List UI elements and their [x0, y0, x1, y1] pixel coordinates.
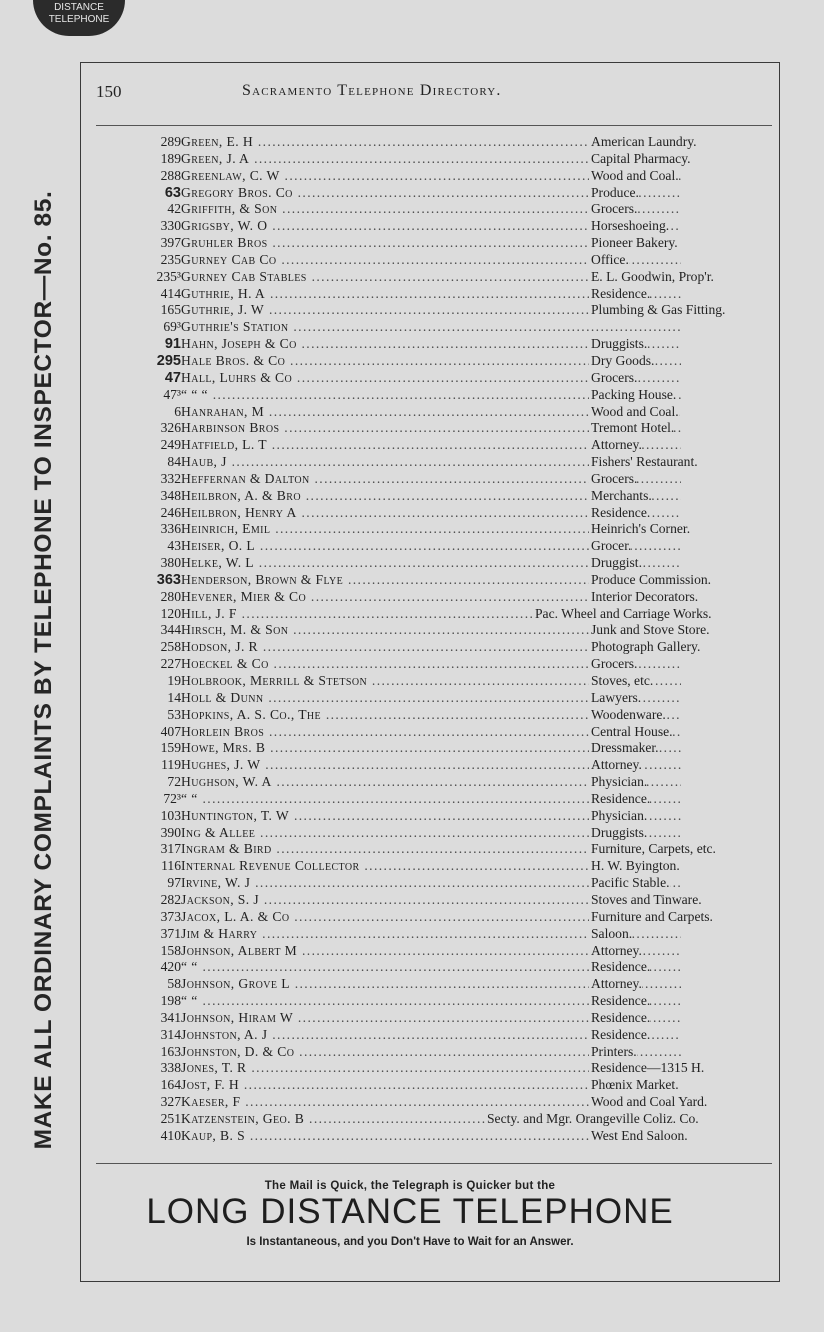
- directory-entry: [96, 420, 786, 437]
- directory-entry: [96, 724, 786, 741]
- entry-number: 91: [164, 336, 181, 353]
- entry-name: Gregory Bros. Co .....: [181, 185, 681, 202]
- directory-entry: [96, 673, 786, 690]
- entry-business: Residence.: [591, 993, 651, 1009]
- entry-number: 69³: [163, 319, 181, 335]
- entry-name: Hatfield, L. T .....: [181, 437, 681, 454]
- entry-business: Pacific Stable.: [591, 875, 670, 891]
- entry-name: Howe, Mrs. B .....: [181, 740, 681, 757]
- entry-business: Secty. and Mgr. Orangeville Coliz. Co.: [487, 1110, 699, 1126]
- entry-number: 72³: [163, 790, 181, 806]
- entry-business: Residence.: [591, 1009, 651, 1025]
- entry-name: Hill, J. F .....: [181, 606, 681, 623]
- entry-number: 120: [160, 605, 181, 621]
- entry-business: Lawyers.: [591, 689, 642, 705]
- entry-name: Gruhler Bros .....: [181, 235, 681, 252]
- entry-business: Stoves, etc.: [591, 673, 654, 688]
- entry-business: Residence.: [591, 959, 651, 975]
- entry-name: Guthrie's Station .....: [181, 319, 681, 336]
- directory-entry: [96, 656, 786, 673]
- header-rule: [96, 125, 772, 126]
- directory-entry: [96, 875, 786, 892]
- entry-business: Grocers.: [591, 656, 638, 672]
- directory-entry: [96, 926, 786, 943]
- entry-business: Phœnix Market.: [591, 1077, 679, 1093]
- entry-name: Johnson, Hiram W .....: [181, 1010, 681, 1027]
- entry-name: Internal Revenue Collector .....: [181, 858, 681, 875]
- entry-name: Heffernan & Dalton .....: [181, 471, 681, 488]
- entry-business: Pac. Wheel and Carriage Works.: [535, 605, 712, 621]
- entry-name: Helke, W. L .....: [181, 555, 681, 572]
- entry-number: 165: [160, 302, 181, 318]
- entry-number: 332: [160, 470, 181, 486]
- entry-name: Guthrie, J. W .....: [181, 302, 681, 319]
- entry-number: 330: [160, 218, 181, 234]
- entry-number: 63: [164, 184, 181, 201]
- footer-rule: [96, 1163, 772, 1164]
- entry-number: 282: [160, 891, 181, 907]
- directory-entry: [96, 201, 786, 218]
- directory-entry: [96, 1044, 786, 1061]
- directory-entry: [96, 639, 786, 656]
- entry-number: 159: [160, 740, 181, 756]
- entry-number: 84: [167, 454, 181, 470]
- entry-number: 158: [160, 942, 181, 958]
- entry-name: Hanrahan, M .....: [181, 404, 681, 421]
- entry-name: Harbinson Bros .....: [181, 420, 681, 437]
- directory-entry: [96, 740, 786, 757]
- entry-name: Hodson, J. R .....: [181, 639, 681, 656]
- directory-entry: [96, 353, 786, 370]
- entry-business: Dressmaker.: [591, 740, 659, 756]
- entry-number: 47³: [163, 386, 181, 402]
- directory-entry: [96, 302, 786, 319]
- entry-number: 235³: [156, 268, 181, 284]
- entry-name: Heilbron, Henry A .....: [181, 505, 681, 522]
- entry-number: 163: [160, 1043, 181, 1059]
- entry-business: Interior Decorators.: [591, 588, 699, 604]
- entry-business: Grocer.: [591, 538, 632, 554]
- directory-entry: [96, 185, 786, 202]
- entry-number: 289: [160, 134, 181, 149]
- entry-name: Ingram & Bird .....: [181, 841, 681, 858]
- entry-business: Grocers.: [591, 201, 638, 217]
- entry-number: 373: [160, 908, 181, 924]
- entry-name: Gurney Cab Stables .....: [181, 269, 681, 286]
- entry-number: 327: [160, 1094, 181, 1110]
- entry-name: Ing & Allee .....: [181, 825, 681, 842]
- entry-number: 258: [160, 639, 181, 655]
- entry-business: Attorney.: [591, 942, 642, 958]
- directory-entry: [96, 589, 786, 606]
- entry-business: Residence.: [591, 504, 651, 520]
- entry-business: Residence.: [591, 790, 651, 806]
- entry-number: 414: [160, 285, 181, 301]
- entry-name: Grigsby, W. O .....: [181, 218, 681, 235]
- directory-entry: [96, 286, 786, 303]
- entry-name: Kaeser, F .....: [181, 1094, 681, 1111]
- entry-business: Druggists.: [591, 336, 648, 352]
- entry-business: Physician.: [591, 774, 648, 790]
- entry-name: Huntington, T. W .....: [181, 808, 681, 825]
- entry-business: Furniture and Carpets.: [591, 908, 713, 924]
- entry-name: Griffith, & Son .....: [181, 201, 681, 218]
- entry-number: 249: [160, 437, 181, 453]
- entry-business: Office.: [591, 251, 629, 267]
- entry-name: Hughson, W. A .....: [181, 774, 681, 791]
- entry-name: Heinrich, Emil .....: [181, 521, 681, 538]
- directory-entry: [96, 993, 786, 1010]
- entry-number: 246: [160, 504, 181, 520]
- directory-entry: [96, 218, 786, 235]
- entry-number: 420: [160, 959, 181, 975]
- entry-business: Printers.: [591, 1043, 637, 1059]
- entry-business: Druggists.: [591, 824, 648, 840]
- entry-number: 314: [160, 1026, 181, 1042]
- entry-business: Heinrich's Corner.: [591, 521, 691, 537]
- directory-entry: [96, 471, 786, 488]
- directory-entry: [96, 808, 786, 825]
- entry-name: Heilbron, A. & Bro .....: [181, 488, 681, 505]
- entry-name: Hirsch, M. & Son .....: [181, 622, 681, 639]
- entry-number: 6: [174, 403, 181, 419]
- directory-entry: [96, 555, 786, 572]
- entry-business: Fishers' Restaurant.: [591, 454, 698, 470]
- entry-number: 198: [160, 993, 181, 1009]
- directory-entry: [96, 841, 786, 858]
- entry-name: Holl & Dunn .....: [181, 690, 681, 707]
- directory-entry: [96, 505, 786, 522]
- entry-number: 410: [160, 1127, 181, 1143]
- directory-entry: [96, 336, 786, 353]
- entry-business: Packing House.: [591, 386, 677, 402]
- entry-name: Katzenstein, Geo. B .....: [181, 1111, 681, 1128]
- entry-number: 116: [161, 858, 181, 874]
- telephone-badge-logo: [33, 0, 125, 36]
- entry-name: Irvine, W. J .....: [181, 875, 681, 892]
- entry-business: Furniture, Carpets, etc.: [591, 841, 716, 857]
- entry-name: Horlein Bros .....: [181, 724, 681, 741]
- directory-entry: [96, 488, 786, 505]
- entry-name: “ “ .....: [181, 993, 681, 1010]
- directory-entry: [96, 151, 786, 168]
- footer-tagline: The Mail is Quick, the Telegraph is Quicker but the: [264, 1180, 556, 1192]
- directory-entry: [96, 757, 786, 774]
- entry-business: Plumbing & Gas Fitting.: [591, 302, 726, 318]
- directory-entry: [96, 319, 786, 336]
- directory-entry: [96, 1010, 786, 1027]
- directory-entry: [96, 521, 786, 538]
- entry-name: Guthrie, H. A .....: [181, 286, 681, 303]
- directory-entry: [96, 370, 786, 387]
- directory-entry: [96, 1111, 786, 1128]
- directory-entry: [96, 622, 786, 639]
- directory-entry: [96, 1060, 786, 1077]
- entry-business: Attorney.: [591, 437, 642, 453]
- entry-business: Woodenware.: [591, 706, 666, 722]
- entry-name: Heiser, O. L .....: [181, 538, 681, 555]
- entry-number: 119: [161, 757, 181, 773]
- entry-name: Johnston, D. & Co .....: [181, 1044, 681, 1061]
- entry-name: Hoeckel & Co .....: [181, 656, 681, 673]
- footer-subline: Is Instantaneous, and you Don't Have to Wait for an Answer.: [246, 1236, 574, 1248]
- entry-business: H. W. Byington.: [591, 858, 680, 874]
- side-notice: MAKE ALL ORDINARY COMPLAINTS BY TELEPHONE TO INSPECTOR—No. 85.: [30, 190, 57, 1150]
- entry-name: Hale Bros. & Co .....: [181, 353, 681, 370]
- entry-business: Druggist.: [591, 555, 642, 571]
- entry-number: 97: [167, 875, 181, 891]
- directory-entry: [96, 606, 786, 623]
- entry-business: E. L. Goodwin, Prop'r.: [591, 268, 714, 284]
- entry-number: 397: [160, 235, 181, 251]
- entry-business: Horseshoeing.: [591, 218, 670, 234]
- entry-number: 336: [160, 521, 181, 537]
- directory-entry: [96, 976, 786, 993]
- entry-name: “ “ .....: [181, 791, 681, 808]
- entry-business: Attorney.: [591, 976, 642, 992]
- entry-business: West End Saloon.: [591, 1127, 688, 1143]
- directory-entry: [96, 892, 786, 909]
- entry-business: Merchants.: [591, 487, 652, 503]
- entry-number: 14: [167, 689, 181, 705]
- entry-number: 363: [156, 571, 181, 588]
- entry-name: Green, E. H .....: [181, 134, 681, 151]
- entry-name: Green, J. A .....: [181, 151, 681, 168]
- entry-business: Capital Pharmacy.: [591, 150, 691, 166]
- directory-entry: [96, 387, 786, 404]
- entry-number: 280: [160, 588, 181, 604]
- entry-number: 72: [167, 774, 181, 790]
- entry-name: Holbrook, Merrill & Stetson .....: [181, 673, 681, 690]
- directory-entry: [96, 252, 786, 269]
- directory-entry: [96, 909, 786, 926]
- entry-number: 407: [160, 723, 181, 739]
- directory-entry: [96, 404, 786, 421]
- directory-entry: [96, 825, 786, 842]
- entry-number: 43: [167, 538, 181, 554]
- entry-name: Jost, F. H .....: [181, 1077, 681, 1094]
- entry-business: Junk and Stove Store.: [591, 622, 710, 638]
- entry-business: Residence.: [591, 1026, 651, 1042]
- directory-entry: [96, 538, 786, 555]
- entry-number: 371: [160, 925, 181, 941]
- entry-number: 19: [167, 673, 181, 688]
- entry-number: 53: [167, 706, 181, 722]
- entry-name: “ “ .....: [181, 959, 681, 976]
- entry-number: 251: [160, 1110, 181, 1126]
- entry-name: Hopkins, A. S. Co., The .....: [181, 707, 681, 724]
- directory-entry: [96, 1094, 786, 1111]
- entry-business: Pioneer Bakery.: [591, 235, 678, 251]
- entry-number: 344: [160, 622, 181, 638]
- entry-number: 103: [160, 807, 181, 823]
- entry-business: Attorney.: [591, 757, 642, 773]
- entry-name: Jackson, S. J .....: [181, 892, 681, 909]
- entry-business: Produce Commission.: [591, 571, 712, 587]
- entry-name: Hughes, J. W .....: [181, 757, 681, 774]
- entry-name: Gurney Cab Co .....: [181, 252, 681, 269]
- entry-business: Central House.: [591, 723, 673, 739]
- entry-number: 295: [156, 352, 181, 369]
- entry-name: Kaup, B. S .....: [181, 1128, 681, 1145]
- directory-entry: [96, 1128, 786, 1145]
- entry-business: Grocers.: [591, 470, 638, 486]
- entry-business: Physician.: [591, 807, 648, 823]
- entry-business: Grocers.: [591, 369, 638, 385]
- entry-name: Johnston, A. J .....: [181, 1027, 681, 1044]
- directory-entry: [96, 437, 786, 454]
- entry-number: 164: [160, 1077, 181, 1093]
- entry-name: Jones, T. R .....: [181, 1060, 681, 1077]
- entry-number: 189: [160, 150, 181, 166]
- entry-number: 288: [160, 167, 181, 183]
- entry-business: Residence—1315 H.: [591, 1060, 705, 1076]
- directory-entry: [96, 269, 786, 286]
- directory-entry: [96, 774, 786, 791]
- entry-name: Hall, Luhrs & Co .....: [181, 370, 681, 387]
- entry-number: 235: [160, 251, 181, 267]
- entry-number: 380: [160, 555, 181, 571]
- entry-name: Greenlaw, C. W .....: [181, 168, 681, 185]
- footer-headline: LONG DISTANCE TELEPHONE: [146, 1192, 674, 1231]
- entry-number: 317: [160, 841, 181, 857]
- entry-number: 58: [167, 976, 181, 992]
- entry-business: Wood and Coal.: [591, 403, 679, 419]
- entry-number: 227: [160, 656, 181, 672]
- directory-entry: [96, 707, 786, 724]
- directory-entry: [96, 134, 786, 151]
- entry-business: Produce.: [591, 184, 639, 200]
- directory-entry: [96, 943, 786, 960]
- entry-name: Jim & Harry .....: [181, 926, 681, 943]
- entry-business: Stoves and Tinware.: [591, 891, 702, 907]
- entry-number: 348: [160, 487, 181, 503]
- directory-list: [96, 134, 786, 1145]
- entry-business: Residence.: [591, 285, 651, 301]
- entry-business: Photograph Gallery.: [591, 639, 701, 655]
- entry-name: Jacox, L. A. & Co .....: [181, 909, 681, 926]
- badge-line-1: DISTANCE: [54, 2, 104, 13]
- entry-business: Tremont Hotel.: [591, 420, 675, 436]
- entry-number: 341: [160, 1009, 181, 1025]
- directory-entry: [96, 959, 786, 976]
- entry-name: Hevener, Mier & Co .....: [181, 589, 681, 606]
- page-number: 150: [96, 82, 122, 101]
- entry-business: Dry Goods.: [591, 352, 655, 368]
- entry-name: “ “ “ .....: [181, 387, 681, 404]
- directory-entry: [96, 168, 786, 185]
- directory-entry: [96, 690, 786, 707]
- entry-number: 338: [160, 1060, 181, 1076]
- entry-number: 326: [160, 420, 181, 436]
- directory-entry: [96, 235, 786, 252]
- badge-line-2: TELEPHONE: [48, 14, 110, 25]
- entry-name: Henderson, Brown & Flye .....: [181, 572, 681, 589]
- directory-entry: [96, 572, 786, 589]
- entry-name: Johnson, Albert M .....: [181, 943, 681, 960]
- entry-name: Hahn, Joseph & Co .....: [181, 336, 681, 353]
- directory-entry: [96, 791, 786, 808]
- entry-business: Wood and Coal Yard.: [591, 1094, 708, 1110]
- entry-business: Wood and Coal.: [591, 167, 679, 183]
- directory-entry: [96, 858, 786, 875]
- directory-entry: [96, 1027, 786, 1044]
- entry-business: Saloon.: [591, 925, 633, 941]
- entry-name: Haub, J .....: [181, 454, 681, 471]
- entry-number: 47: [164, 369, 181, 386]
- entry-business: American Laundry.: [591, 134, 697, 149]
- entry-number: 42: [167, 201, 181, 217]
- entry-number: 390: [160, 824, 181, 840]
- directory-entry: [96, 454, 786, 471]
- page-title: Sacramento Telephone Directory.: [242, 82, 502, 99]
- directory-entry: [96, 1077, 786, 1094]
- entry-name: Johnson, Grove L .....: [181, 976, 681, 993]
